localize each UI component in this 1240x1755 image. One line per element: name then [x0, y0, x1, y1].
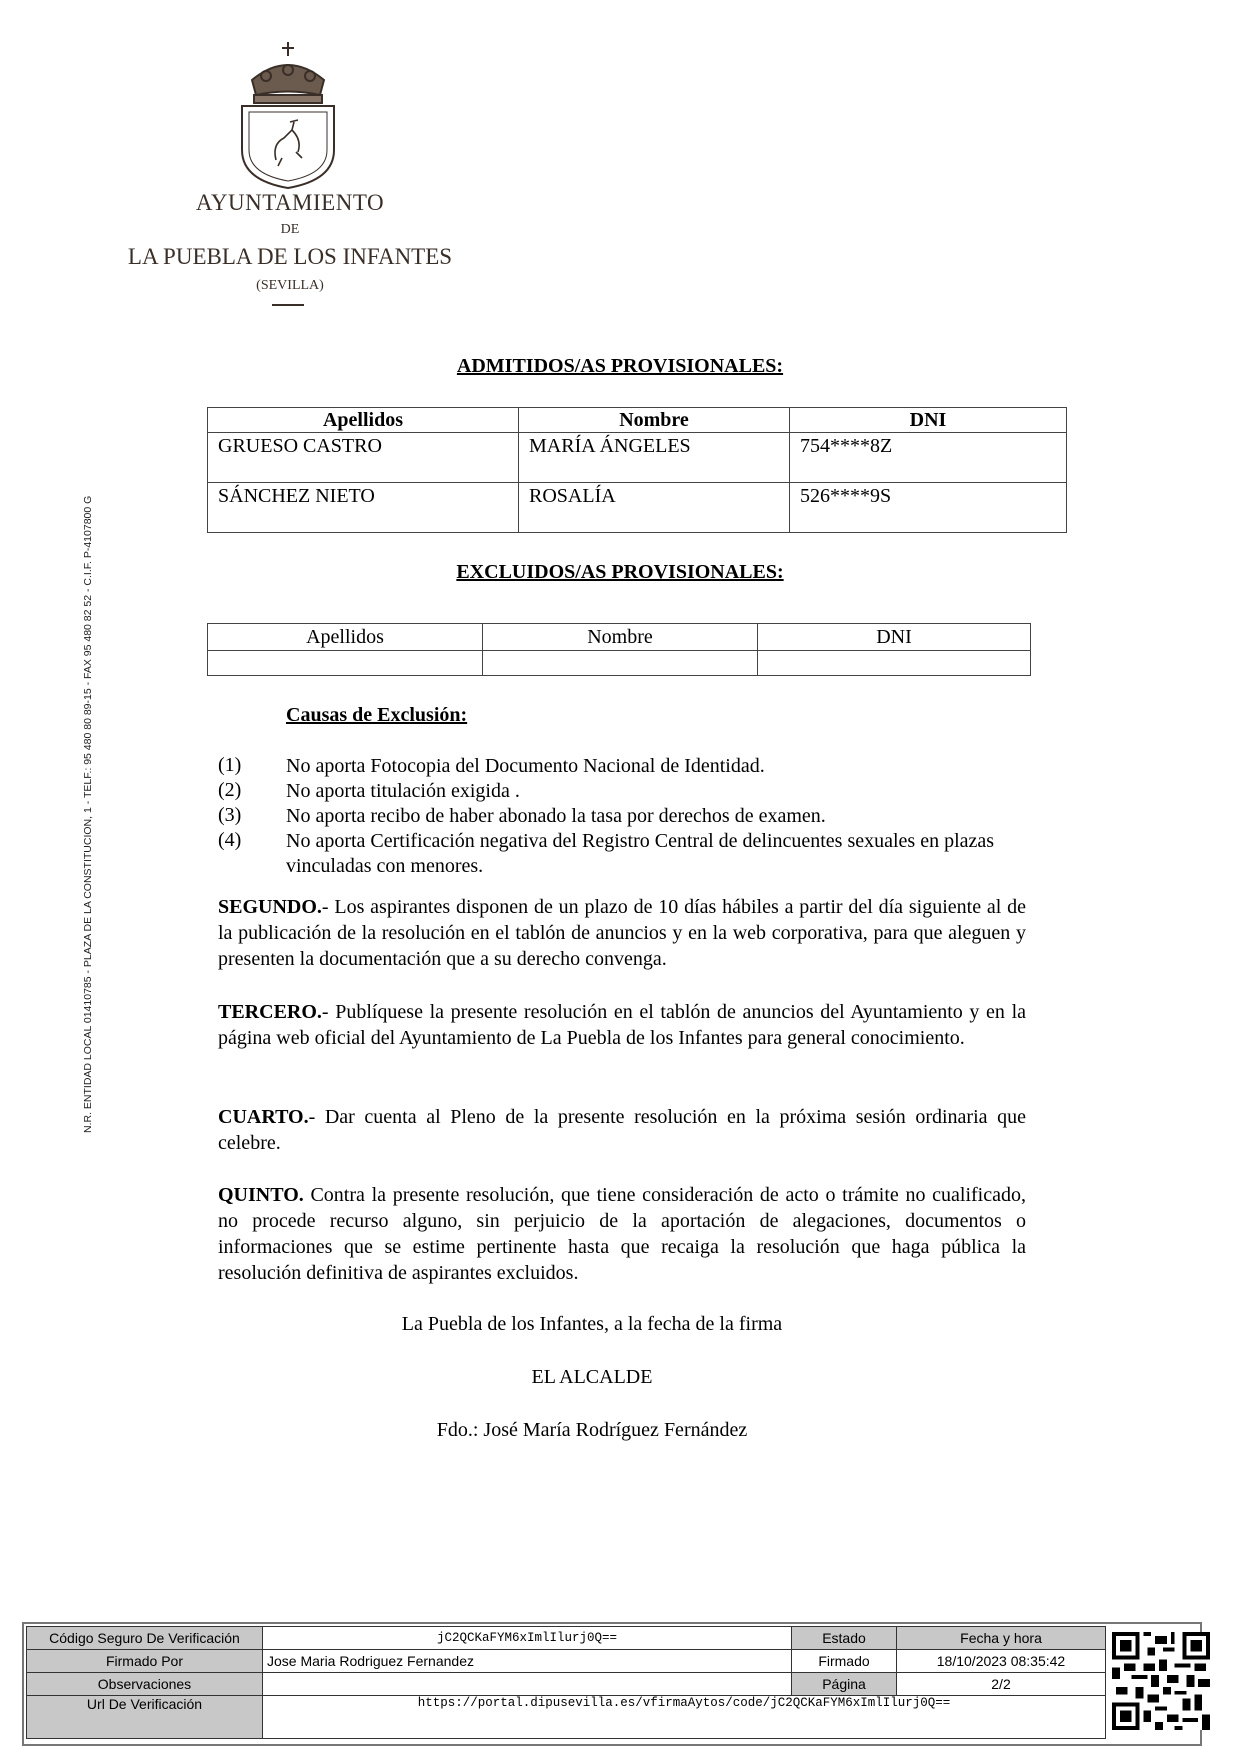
header-de: DE	[280, 222, 300, 237]
side-legal-text: N.R. ENTIDAD LOCAL 01410785 - PLAZA DE LA CONSTITUCION, 1 - TELF.: 95 480 80 89-15 - FAX 95 480 82 52 - C.I.F. P-4107800 G	[82, 495, 94, 1133]
cell-nombre: MARÍA ÁNGELES	[519, 433, 790, 483]
paragraph-cuarto	[218, 1104, 1026, 1156]
header-divider	[272, 304, 304, 306]
cause-number: (2)	[218, 779, 242, 801]
causas-title: Causas de Exclusión:	[286, 704, 468, 726]
observaciones-label: Observaciones	[27, 1673, 263, 1696]
column-header: DNI	[790, 408, 1067, 433]
url-value[interactable]: https://portal.dipusevilla.es/vfirmaAytos/code/jC2QCKaFYM6xImlIlurj0Q==	[263, 1696, 1106, 1739]
pagina-value: 2/2	[897, 1673, 1106, 1696]
column-header: Apellidos	[208, 624, 483, 651]
paragraph-lead: CUARTO.	[218, 1106, 309, 1128]
excluidos-title: EXCLUIDOS/AS PROVISIONALES:	[456, 561, 784, 583]
cell-dni: 754****8Z	[790, 433, 1067, 483]
verification-box	[22, 1622, 1202, 1746]
paragraph-lead: QUINTO.	[218, 1184, 304, 1206]
cell-apellidos	[208, 651, 483, 676]
municipal-crest-icon	[232, 40, 344, 190]
cell-nombre: ROSALÍA	[519, 483, 790, 533]
paragraph-segundo	[218, 894, 1026, 972]
paragraph-quinto	[218, 1182, 1026, 1286]
observaciones-value	[263, 1673, 792, 1696]
estado-label: Estado	[792, 1627, 897, 1650]
estado-value: Firmado	[792, 1650, 897, 1673]
fecha-value: 18/10/2023 08:35:42	[897, 1650, 1106, 1673]
cause-number: (1)	[218, 754, 242, 776]
paragraph-text: - Dar cuenta al Pleno de la presente resolución en la próxima sesión ordinaria que celebre.	[218, 1106, 1026, 1154]
firmado-por-label: Firmado Por	[27, 1650, 263, 1673]
column-header: Nombre	[519, 408, 790, 433]
cell-apellidos: GRUESO CASTRO	[208, 433, 519, 483]
column-header: Nombre	[483, 624, 758, 651]
admitidos-title: ADMITIDOS/AS PROVISIONALES:	[456, 355, 784, 377]
signature-line: Fdo.: José María Rodríguez Fernández	[436, 1419, 748, 1441]
cause-text: No aporta Fotocopia del Documento Nacional de Identidad.	[286, 755, 765, 777]
cell-dni	[758, 651, 1031, 676]
paragraph-lead: TERCERO.	[218, 1001, 322, 1023]
signer-role: EL ALCALDE	[531, 1366, 653, 1388]
cause-number: (3)	[218, 804, 242, 826]
admitidos-table	[207, 407, 1067, 533]
cell-nombre	[483, 651, 758, 676]
table-row	[208, 483, 1067, 533]
verification-table	[26, 1626, 1106, 1739]
paragraph-text: - Los aspirantes disponen de un plazo de 10 días hábiles a partir del día siguiente al de la publicación de la resolución en el tablón de anuncios y en la web corporativa, para que aleguen y presenten la documentación que a su derecho convenga.	[218, 896, 1026, 970]
cause-number: (4)	[218, 829, 242, 851]
paragraph-tercero	[218, 999, 1026, 1051]
cell-apellidos: SÁNCHEZ NIETO	[208, 483, 519, 533]
qr-code-icon	[1112, 1632, 1210, 1730]
place-date: La Puebla de los Infantes, a la fecha de la firma	[401, 1313, 783, 1335]
table-row	[208, 433, 1067, 483]
fecha-label: Fecha y hora	[897, 1627, 1106, 1650]
paragraph-text: Contra la presente resolución, que tiene consideración de acto o trámite no cualificado, no procede recurso alguno, sin perjuicio de la aportación de alegaciones, documentos o informaciones que se estime pertinente hasta que recaiga la resolución que haga pública la resolución definitiva de aspirantes excluidos.	[218, 1184, 1026, 1284]
firmado-por-value: Jose Maria Rodriguez Fernandez	[263, 1650, 792, 1673]
header-municipality: LA PUEBLA DE LOS INFANTES	[127, 244, 453, 269]
cause-text: No aporta titulación exigida .	[286, 780, 520, 802]
table-header-row	[208, 408, 1067, 433]
cause-text: No aporta Certificación negativa del Registro Central de delincuentes sexuales en plazas vinculadas con menores.	[286, 830, 995, 877]
table-header-row	[208, 624, 1031, 651]
url-label: Url De Verificación	[27, 1696, 263, 1739]
table-row	[208, 651, 1031, 676]
header-province: (SEVILLA)	[256, 278, 324, 293]
excluidos-table	[207, 623, 1031, 676]
cell-dni: 526****9S	[790, 483, 1067, 533]
column-header: Apellidos	[208, 408, 519, 433]
csv-label: Código Seguro De Verificación	[27, 1627, 263, 1650]
header-ayuntamiento: AYUNTAMIENTO	[195, 190, 385, 215]
column-header: DNI	[758, 624, 1031, 651]
paragraph-lead: SEGUNDO.	[218, 896, 322, 918]
csv-value: jC2QCKaFYM6xImlIlurj0Q==	[263, 1627, 792, 1650]
cause-text: No aporta recibo de haber abonado la tasa por derechos de examen.	[286, 805, 826, 827]
pagina-label: Página	[792, 1673, 897, 1696]
paragraph-text: - Publíquese la presente resolución en el tablón de anuncios del Ayuntamiento y en la página web oficial del Ayuntamiento de La Puebla de los Infantes para general conocimiento.	[218, 1001, 1026, 1049]
